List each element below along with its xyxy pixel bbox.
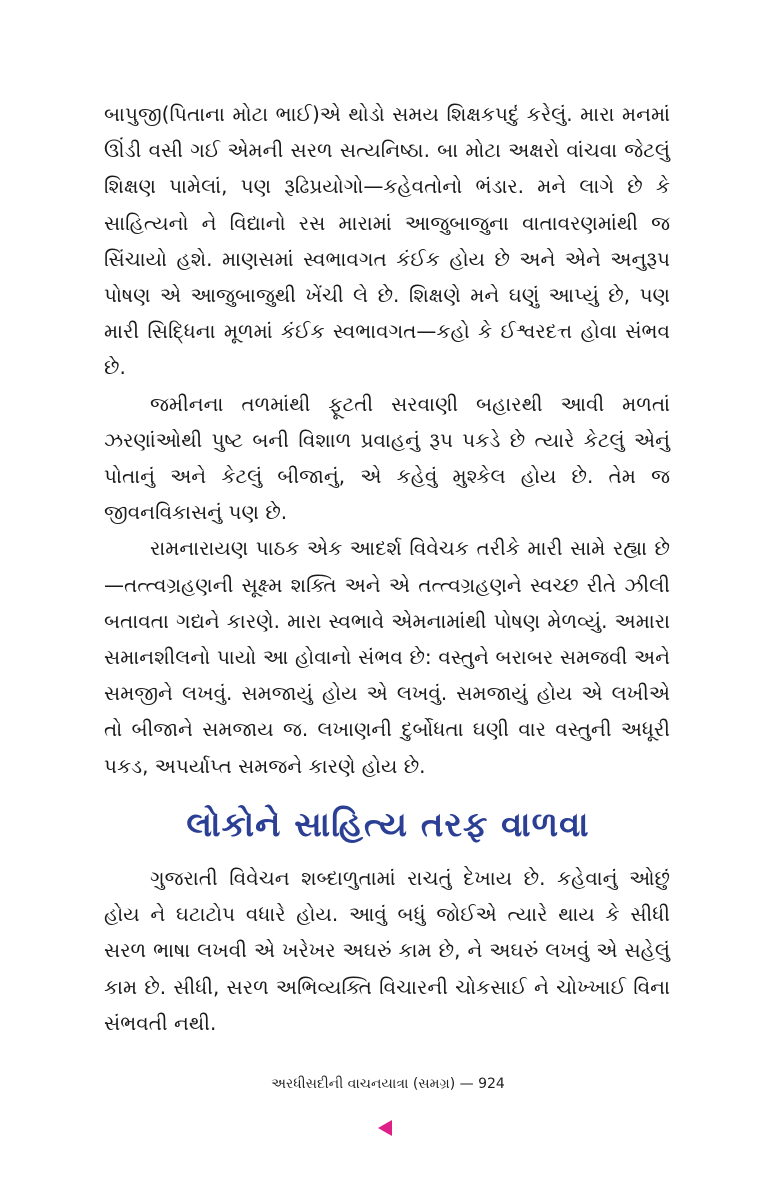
paragraph-1: બાપુજી(પિતાના મોટા ભાઈ)એ થોડો સમય શિક્ષકપદું કરેલું. મારા મનમાં ઊંડી વસી ગઈ એમની સરળ સત્યનિષ્ઠા. બા મોટા અક્ષરો વાંચવા જેટલું શિક્ષણ પામેલાં, પણ રૂઢિપ્રયોગો—કહેવતોનો ભંડાર. મને લાગે છે કે સાહિત્યનો ને વિદ્યાનો રસ મારામાં આજુબાજુના વાતાવરણમાંથી જ સિંચાયો હશે. માણસમાં સ્વભાવગત કંઈક હોય છે અને એને અનુરૂપ પોષણ એ આજુબાજુથી ખેંચી લે છે. શિક્ષણે મને ઘણું આપ્યું છે, પણ મારી સિદ્ધિના મૂળમાં કંઈક સ્વભાવગત—કહો કે ઈશ્વરદત્ત હોવા સંભવ છે. (104, 102, 670, 380)
paragraph-2: જમીનના તળમાંથી ફૂટતી સરવાણી બહારથી આવી મળતાં ઝરણાંઓથી પુષ્ટ બની વિશાળ પ્રવાહનું રૂપ પકડે છે ત્યારે કેટલું એનું પોતાનું અને કેટલું બીજાનું, એ કહેવું મુશ્કેલ હોય છે. તેમ જ જીવનવિકાસનું પણ છે. (104, 391, 670, 525)
section-heading: લોકોને સાહિત્ય તરફ વાળવા (186, 805, 590, 845)
body-text (104, 96, 670, 784)
section-body (104, 860, 670, 1041)
paragraph-3: રામનારાયણ પાઠક એક આદર્શ વિવેચક તરીકે મારી સામે રહ્યા છે—તત્ત્વગ્રહણની સૂક્ષ્મ શક્તિ અને એ તત્ત્વગ્રહણને સ્વચ્છ રીતે ઝીલી બતાવતા ગદ્યને કારણે. મારા સ્વભાવે એમનામાંથી પોષણ મેળવ્યું. અમારા સમાનશીલનો પાયો આ હોવાનો સંભવ છે: વસ્તુને બરાબર સમજવી અને સમજીને લખવું. સમજાયું હોય એ લખવું. સમજાયું હોય એ લખીએ તો બીજાને સમજાય જ. લખાણની દુર્બોધતા ઘણી વાર વસ્તુની અધૂરી પકડ, અપર્યાપ્ત સમજને કારણે હોય છે. (104, 536, 670, 778)
previous-page-arrow-icon[interactable] (378, 1120, 392, 1136)
page-footer: અરધીસદીની વાચનયાત્રા (સમગ્ર) — 924 (271, 1076, 505, 1092)
paragraph-4: ગુજરાતી વિવેચન શબ્દાળુતામાં રાચતું દેખાય છે. કહેવાનું ઓછું હોય ને ઘટાટોપ વધારે હોય. આવું બધું જોઈએ ત્યારે થાય કે સીધી સરળ ભાષા લખવી એ ખરેખર અઘરું કામ છે, ને અઘરું લખવું એ સહેલું કામ છે. સીધી, સરળ અભિવ્યક્તિ વિચારની ચોકસાઈ ને ચોખ્ખાઈ વિના સંભવતી નથી. (104, 866, 670, 1035)
